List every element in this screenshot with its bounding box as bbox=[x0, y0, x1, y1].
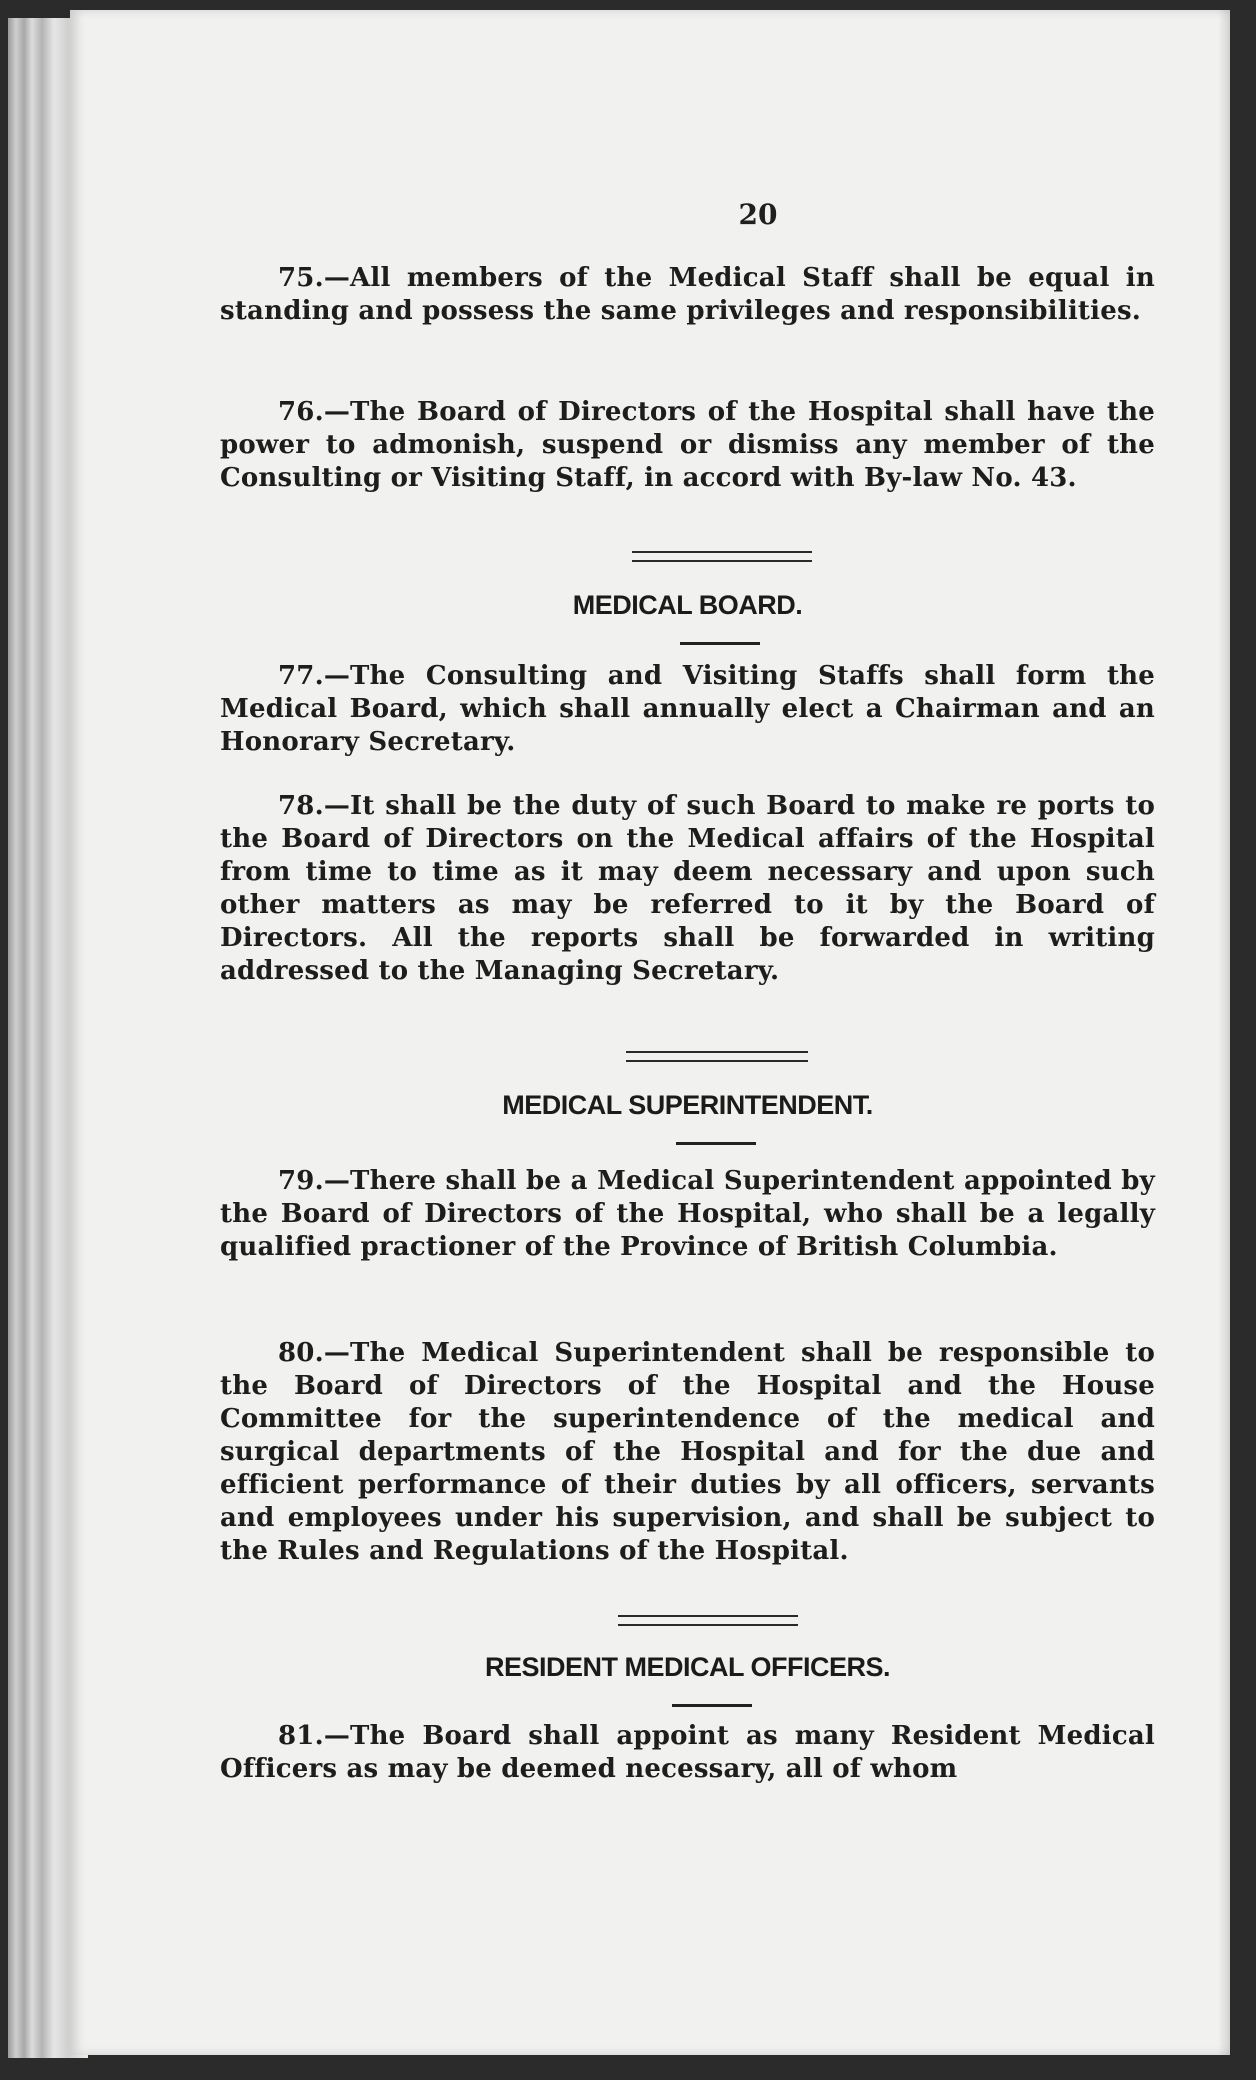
heading-medical-superintendent: MEDICAL SUPERINTENDENT. bbox=[502, 1090, 873, 1120]
heading-underline bbox=[672, 1704, 752, 1707]
section-80 bbox=[220, 1337, 1155, 1568]
page-gutter-shadow bbox=[1218, 10, 1230, 2055]
section-76 bbox=[220, 396, 1155, 495]
paragraph-78: 78.—It shall be the duty of such Board to make re ports to the Board of Directors on the Medical affairs of the Hospital from time to time as it may deem necessary and upon such other matters as may be referred to it by the Board of Directors. All the reports shall be forwarded in writing addressed to the Managing Secretary. bbox=[220, 791, 1155, 986]
paragraph-79: 79.—There shall be a Medical Superintendent appointed by the Board of Directors of the Hospital, who shall be a legally qualified practioner of the Province of British Columbia. bbox=[220, 1166, 1155, 1262]
section-divider bbox=[618, 1615, 798, 1626]
section-divider bbox=[632, 551, 812, 562]
section-79 bbox=[220, 1165, 1155, 1264]
section-81 bbox=[220, 1720, 1155, 1786]
paragraph-77: 77.—The Consulting and Visiting Staffs shall form the Medical Board, which shall annually elect a Chairman and an Honorary Secretary. bbox=[220, 661, 1155, 757]
heading-underline bbox=[676, 1142, 756, 1145]
paragraph-76: 76.—The Board of Directors of the Hospital shall have the power to admonish, suspend or dismiss any member of the Consulting or Visiting Staff, in accord with By-law No. 43. bbox=[220, 397, 1155, 493]
paragraph-81: 81.—The Board shall appoint as many Resident Medical Officers as may be deemed necessary, all of whom bbox=[220, 1721, 1155, 1784]
section-75 bbox=[220, 262, 1155, 328]
section-77 bbox=[220, 660, 1155, 759]
heading-resident-medical-officers: RESIDENT MEDICAL OFFICERS. bbox=[484, 1652, 891, 1682]
paragraph-75: 75.—All members of the Medical Staff shall be equal in standing and possess the same privileges and responsibilities. bbox=[220, 263, 1155, 326]
section-divider bbox=[626, 1051, 808, 1062]
section-78 bbox=[220, 790, 1155, 988]
paragraph-80: 80.—The Medical Superintendent shall be responsible to the Board of Directors of the Hospital and the House Committee for the superintendence of the medical and surgical departments of the Hospital and for the due and efficient performance of their duties by all officers, servants and employees under his supervision, and shall be subject to the Rules and Regulations of the Hospital. bbox=[220, 1338, 1155, 1566]
heading-medical-board: MEDICAL BOARD. bbox=[572, 590, 803, 620]
heading-underline bbox=[680, 642, 760, 645]
page-number: 20 bbox=[738, 198, 778, 231]
